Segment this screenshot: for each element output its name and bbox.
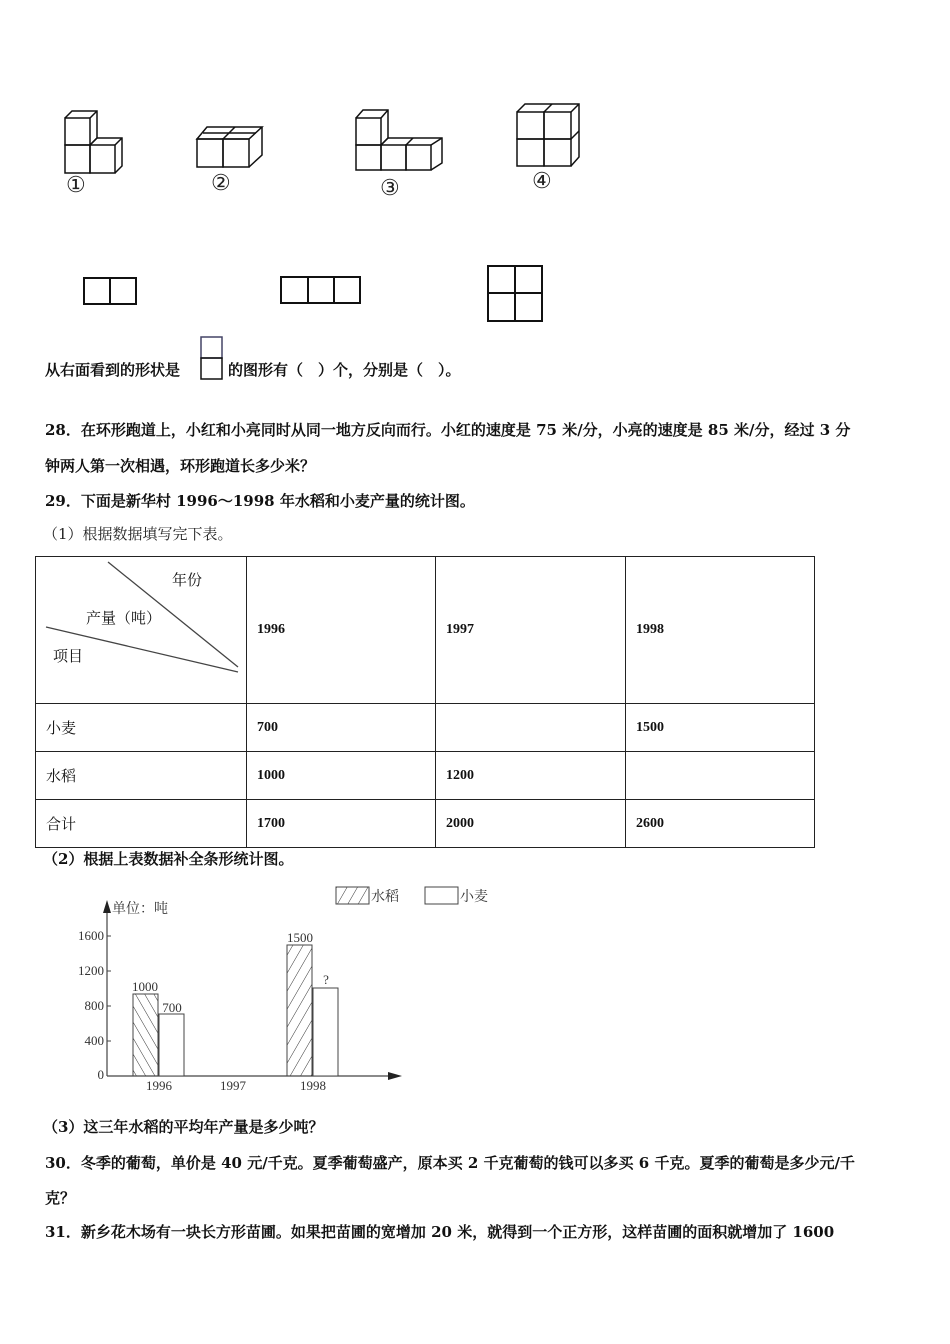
corner-label-item: 项目 [53, 647, 84, 665]
svg-text:400: 400 [84, 1033, 104, 1048]
table-corner-cell [36, 557, 247, 704]
cell: 700 [247, 704, 436, 752]
legend-wheat: 小麦 [460, 889, 488, 905]
q29-part1: （1）根据数据填写完下表。 [43, 525, 233, 543]
q29-part3: （3）这三年水稻的平均年产量是多少吨？ [43, 1118, 324, 1136]
q29-title: 29．下面是新华村 1996～1998 年水稻和小麦产量的统计图。 [45, 492, 475, 510]
y-axis-unit: 单位：吨 [112, 901, 168, 917]
solid-figure-3 [352, 104, 452, 179]
bar-wheat-1998 [313, 988, 338, 1076]
corner-label-output: 产量（吨） [86, 609, 162, 627]
solid-label-3: ③ [380, 176, 400, 201]
q30-line1: 30．冬季的葡萄，单价是 40 元/千克。夏季葡萄盛产，原本买 2 千克葡萄的钱可以多买 6 千克。夏季的葡萄是多少元/千 [45, 1154, 855, 1172]
svg-text:1000: 1000 [132, 979, 158, 994]
cell-blank[interactable] [626, 752, 815, 800]
svg-text:0: 0 [97, 1067, 104, 1082]
diagonal-lines [36, 557, 247, 704]
view-shape-2x2 [487, 265, 543, 322]
svg-text:1996: 1996 [146, 1078, 172, 1093]
q30-line2: 克？ [45, 1189, 76, 1207]
solid-label-4: ④ [532, 169, 552, 194]
svg-text:?: ? [323, 972, 329, 987]
header-year-1998: 1998 [626, 557, 815, 704]
bar-wheat-1996 [159, 1014, 184, 1076]
inline-vertical-two-squares-icon [200, 336, 224, 380]
svg-text:1200: 1200 [78, 963, 104, 978]
bar-rice-1998 [287, 945, 312, 1076]
y-ticks [78, 928, 111, 1082]
cell: 1200 [436, 752, 626, 800]
cell: 1700 [247, 800, 436, 848]
q27-text-suffix: 的图形有（ ）个，分别是（ ）。 [228, 361, 461, 379]
svg-text:1998: 1998 [300, 1078, 326, 1093]
cell: 2000 [436, 800, 626, 848]
q27-text-prefix: 从右面看到的形状是 [45, 361, 181, 379]
cell: 2600 [626, 800, 815, 848]
svg-text:1997: 1997 [220, 1078, 246, 1093]
bar-rice-1996 [133, 994, 158, 1076]
view-shape-1x2 [83, 277, 137, 305]
view-shape-1x3 [280, 276, 362, 304]
table-row-rice [36, 752, 815, 800]
solid-label-2: ② [211, 171, 231, 196]
solid-figure-4 [513, 100, 583, 172]
solid-label-1: ① [66, 173, 86, 198]
q28-line2: 钟两人第一次相遇，环形跑道长多少米？ [45, 457, 316, 475]
table-row-wheat [36, 704, 815, 752]
row-label: 水稻 [36, 752, 247, 800]
corner-label-year: 年份 [172, 571, 203, 589]
q28-line1: 28．在环形跑道上，小红和小亮同时从同一地方反向而行。小红的速度是 75 米/分，小亮的速度是 85 米/分，经过 3 分 [45, 421, 851, 439]
svg-text:800: 800 [84, 998, 104, 1013]
svg-text:700: 700 [162, 1000, 182, 1015]
q29-part2: （2）根据上表数据补全条形统计图。 [43, 850, 294, 868]
header-year-1997: 1997 [436, 557, 626, 704]
q31-line1: 31．新乡花木场有一块长方形苗圃。如果把苗圃的宽增加 20 米，就得到一个正方形，这样苗圃的面积就增加了 1600 [45, 1223, 835, 1241]
svg-text:1600: 1600 [78, 928, 104, 943]
header-year-1996: 1996 [247, 557, 436, 704]
production-table [35, 556, 815, 848]
row-label: 小麦 [36, 704, 247, 752]
row-label: 合计 [36, 800, 247, 848]
cell: 1500 [626, 704, 815, 752]
table-row-total [36, 800, 815, 848]
solid-figure-2 [195, 122, 275, 177]
bar-chart [60, 880, 488, 1095]
chart-legend [336, 887, 488, 905]
legend-rice: 水稻 [371, 889, 399, 905]
cell: 1000 [247, 752, 436, 800]
svg-text:1500: 1500 [287, 930, 313, 945]
cell-blank[interactable] [436, 704, 626, 752]
